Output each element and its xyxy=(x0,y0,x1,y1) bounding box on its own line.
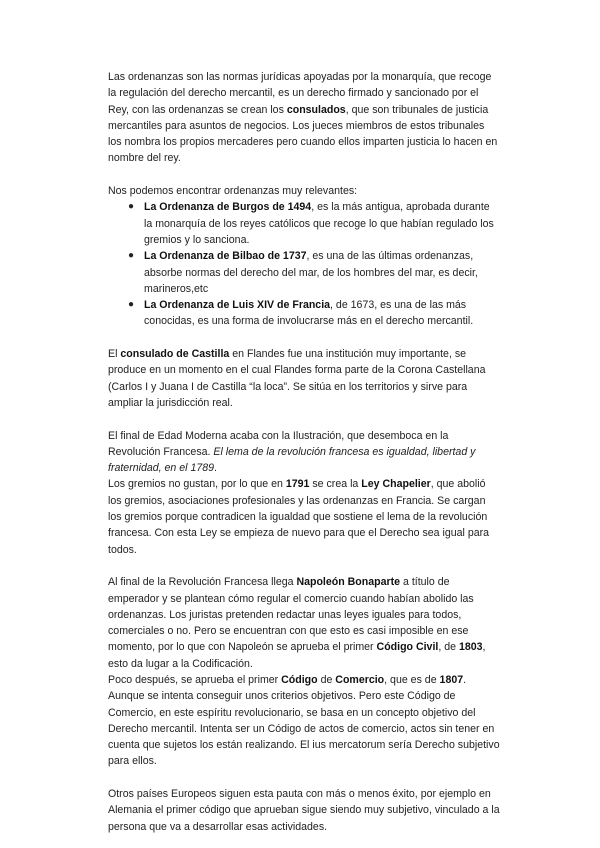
text-span: El xyxy=(108,348,121,361)
bold-term: La Ordenanza de Luis XIV de Francia xyxy=(144,299,331,312)
italic-quote: El lema de la revolución francesa es igualdad, libertad y fraternidad, en el 1789 xyxy=(108,445,476,475)
bold-term: La Ordenanza de Bilbao de 1737 xyxy=(144,250,307,263)
bold-term: 1807 xyxy=(439,673,464,686)
text-span: Al final de la Revolución Francesa llega xyxy=(108,576,297,589)
text-span: , de xyxy=(438,641,459,654)
bold-term: consulados xyxy=(286,103,346,116)
paragraph-ilustracion xyxy=(108,428,500,477)
paragraph-consulado xyxy=(108,346,500,411)
bold-term: Código xyxy=(281,673,318,686)
bullet-icon: ● xyxy=(128,250,135,262)
paragraph-gap xyxy=(108,167,500,183)
text-span: , es la más antigua, aprobada durante la monarquía de los reyes católicos que recoge lo que habían regulado los gremios y lo sanciona. xyxy=(144,201,494,246)
list-item xyxy=(108,199,500,248)
paragraph-ordenanzas xyxy=(108,69,500,167)
bold-term: Ley Chapelier xyxy=(361,478,431,491)
paragraph-intro-list: Nos podemos encontrar ordenanzas muy relevantes: xyxy=(108,185,358,198)
text-span: , que es de xyxy=(384,673,440,686)
paragraph-napoleon xyxy=(108,574,500,672)
text-span: , que son tribunales de justicia mercantiles para asuntos de negocios. Los jueces miembros de estos tribunales los nombra los propios mercaderes pero cuando ellos imparten justicia lo hacen en nombre del rey. xyxy=(108,103,498,165)
paragraph-gremios xyxy=(108,476,500,557)
text-span: Poco después, se aprueba el primer xyxy=(108,673,282,686)
text-span: se crea la xyxy=(309,478,362,491)
bold-term: consulado de Castilla xyxy=(120,348,230,361)
bold-term: Napoleón Bonaparte xyxy=(296,576,401,589)
text-span: en Flandes fue una institución muy importante, se produce en un momento en el cual Flandes forma parte de la Corona Castellana (Carlos I y Juana I de Castilla “la loca”. Se sitúa en los territorios y sirve para ampliar la jurisdicción real. xyxy=(108,348,486,409)
text-span: El final de Edad Moderna acaba con la Ilustración, que desemboca en la Revolución Francesa. xyxy=(108,429,449,458)
text-span: , de 1673, es una de las más conocidas, es una forma de involucrarse más en el derecho mercantil. xyxy=(144,299,474,328)
text-span: Los gremios no gustan, por lo que en xyxy=(108,478,286,491)
paragraph-gap xyxy=(108,770,500,786)
bullet-icon: ● xyxy=(128,201,135,213)
text-span: . Aunque se intenta conseguir unos criterios objetivos. Pero este Código de Comercio, en este espíritu revolucionario, se basa en un concepto objetivo del Derecho mercantil. Intenta ser un Código de actos de comercio, actos sin tener en cuenta que sujetos los están realizando. El ius mercatorum sería Derecho subjetivo para ellos. xyxy=(108,673,500,768)
bold-term: La Ordenanza de Burgos de 1494 xyxy=(144,201,312,214)
paragraph-gap xyxy=(108,558,500,574)
document-body xyxy=(108,69,500,835)
list-item xyxy=(108,248,500,297)
text-span: a título de emperador y se plantean cómo regular el comercio cuando habían abolido las ordenanzas. Los juristas pretenden redactar unas leyes iguales para todos, comerciales o no. Pero se encuentran con que esto es casi imposible en ese momento, por lo que con Napoleón se aprueba el primer xyxy=(108,576,474,654)
text-span: , es una de las últimas ordenanzas, absorbe normas del derecho del mar, de los hombres del mar, es decir, marineros,etc xyxy=(144,250,478,295)
text-span: , que abolió los gremios, asociaciones profesionales y las ordenanzas en Francia. Se cargan los gremios porque contradicen la igualdad que sostiene el lema de la revolución francesa. Con esta Ley se empieza de nuevo para que el Derecho sea igual para todos. xyxy=(108,478,490,556)
text-span: Las ordenanzas son las normas jurídicas apoyadas por la monarquía, que recoge la regulación del derecho mercantil, es un derecho firmado y sancionado por el Rey, con las ordenanzas se crean los xyxy=(108,71,492,116)
bold-term: 1791 xyxy=(285,478,310,491)
ordenanzas-list xyxy=(108,199,500,329)
paragraph-gap xyxy=(108,411,500,427)
paragraph-codigo-comercio xyxy=(108,672,500,770)
bold-term: 1803 xyxy=(458,641,483,654)
bold-term: Comercio xyxy=(335,673,385,686)
paragraph-gap xyxy=(108,330,500,346)
bullet-icon: ● xyxy=(128,299,135,311)
bold-term: Código Civil xyxy=(376,641,439,654)
text-span: . xyxy=(214,462,217,475)
text-span: , esto da lugar a la Codificación. xyxy=(108,641,486,670)
paragraph-otros-paises: Otros países Europeos siguen esta pauta con más o menos éxito, por ejemplo en Alemania el primer código que aprueban sigue siendo muy subjetivo, vinculado a la persona que va a desarrollar esas actividades. xyxy=(108,788,500,833)
text-span: de xyxy=(317,673,336,686)
list-item xyxy=(108,297,500,330)
